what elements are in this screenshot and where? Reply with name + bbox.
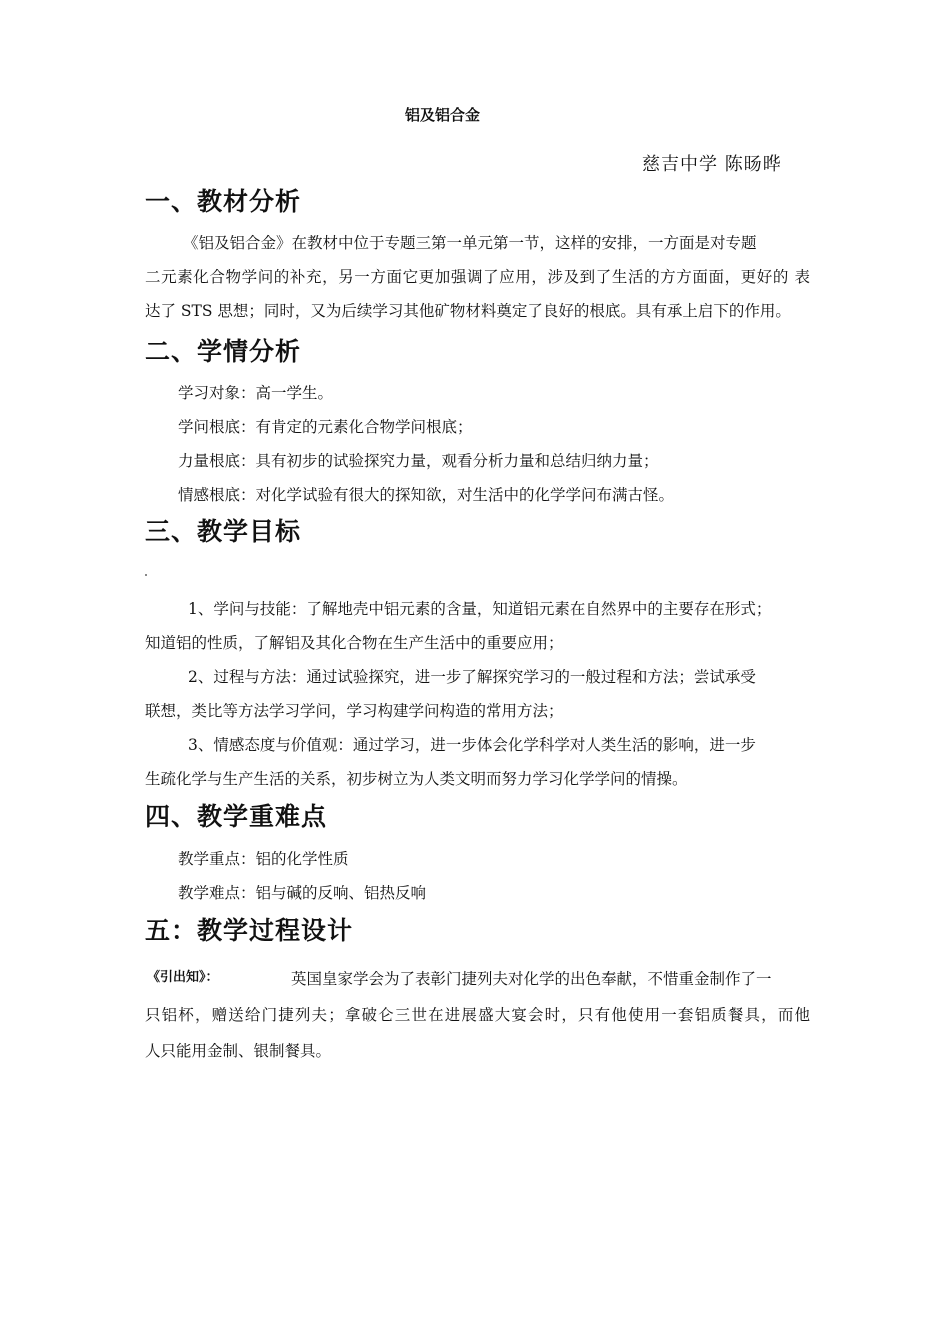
list-item: 力量根底：具有初步的试验探究力量，观看分析力量和总结归纳力量； bbox=[178, 452, 659, 470]
intro-tag: 《引出知》： bbox=[147, 970, 219, 985]
paragraph-line: 联想，类比等方法学习学问，学习构建学问构造的常用方法； bbox=[145, 702, 564, 720]
paragraph-line: 知道铝的性质，了解铝及其化合物在生产生活中的重要应用； bbox=[145, 634, 564, 652]
section-heading-teaching-goals: 三、教学目标 bbox=[145, 517, 302, 546]
document-author: 慈吉中学 陈旸晔 bbox=[642, 154, 782, 175]
list-item: 学习对象：高一学生。 bbox=[178, 384, 334, 402]
stray-dot bbox=[145, 574, 147, 576]
section-heading-process-design: 五：教学过程设计 bbox=[145, 916, 354, 945]
paragraph-line: 1、学问与技能：了解地壳中铝元素的含量，知道铝元素在自然界中的主要存在形式； bbox=[188, 600, 772, 618]
paragraph-line: 2、过程与方法：通过试验探究，进一步了解探究学习的一般过程和方法；尝试承受 bbox=[188, 668, 756, 686]
list-item: 情感根底：对化学试验有很大的探知欲，对生活中的化学学问布满古怪。 bbox=[178, 486, 675, 504]
paragraph-line: 英国皇家学会为了表彰门捷列夫对化学的出色奉献，不惜重金制作了一 bbox=[291, 970, 772, 988]
section-heading-textbook-analysis: 一、教材分析 bbox=[145, 187, 302, 216]
list-item: 教学难点：铝与碱的反响、铝热反响 bbox=[178, 884, 427, 902]
list-item: 学问根底：有肯定的元素化合物学问根底； bbox=[178, 418, 473, 436]
document-title: 铝及铝合金 bbox=[405, 106, 481, 124]
paragraph-line: 达了 STS 思想；同时，又为后续学习其他矿物材料奠定了良好的根底。具有承上启下的作用。 bbox=[145, 302, 791, 320]
section-heading-student-analysis: 二、学情分析 bbox=[145, 337, 302, 366]
paragraph-line: 只铝杯，赠送给门捷列夫；拿破仑三世在进展盛大宴会时，只有他使用一套铝质餐具，而他 bbox=[145, 1006, 810, 1024]
paragraph-line: 3、情感态度与价值观：通过学习，进一步体会化学科学对人类生活的影响，进一步 bbox=[188, 736, 756, 754]
paragraph-line: 二元素化合物学问的补充，另一方面它更加强调了应用，涉及到了生活的方方面面，更好的 表 bbox=[145, 268, 810, 286]
paragraph-line: 《铝及铝合金》在教材中位于专题三第一单元第一节，这样的安排，一方面是对专题 bbox=[183, 234, 757, 252]
paragraph-line: 人只能用金制、银制餐具。 bbox=[145, 1042, 332, 1060]
list-item: 教学重点：铝的化学性质 bbox=[178, 850, 349, 868]
paragraph-line: 生疏化学与生产生活的关系，初步树立为人类文明而努力学习化学学问的情操。 bbox=[145, 770, 688, 788]
section-heading-key-points: 四、教学重难点 bbox=[145, 802, 328, 831]
